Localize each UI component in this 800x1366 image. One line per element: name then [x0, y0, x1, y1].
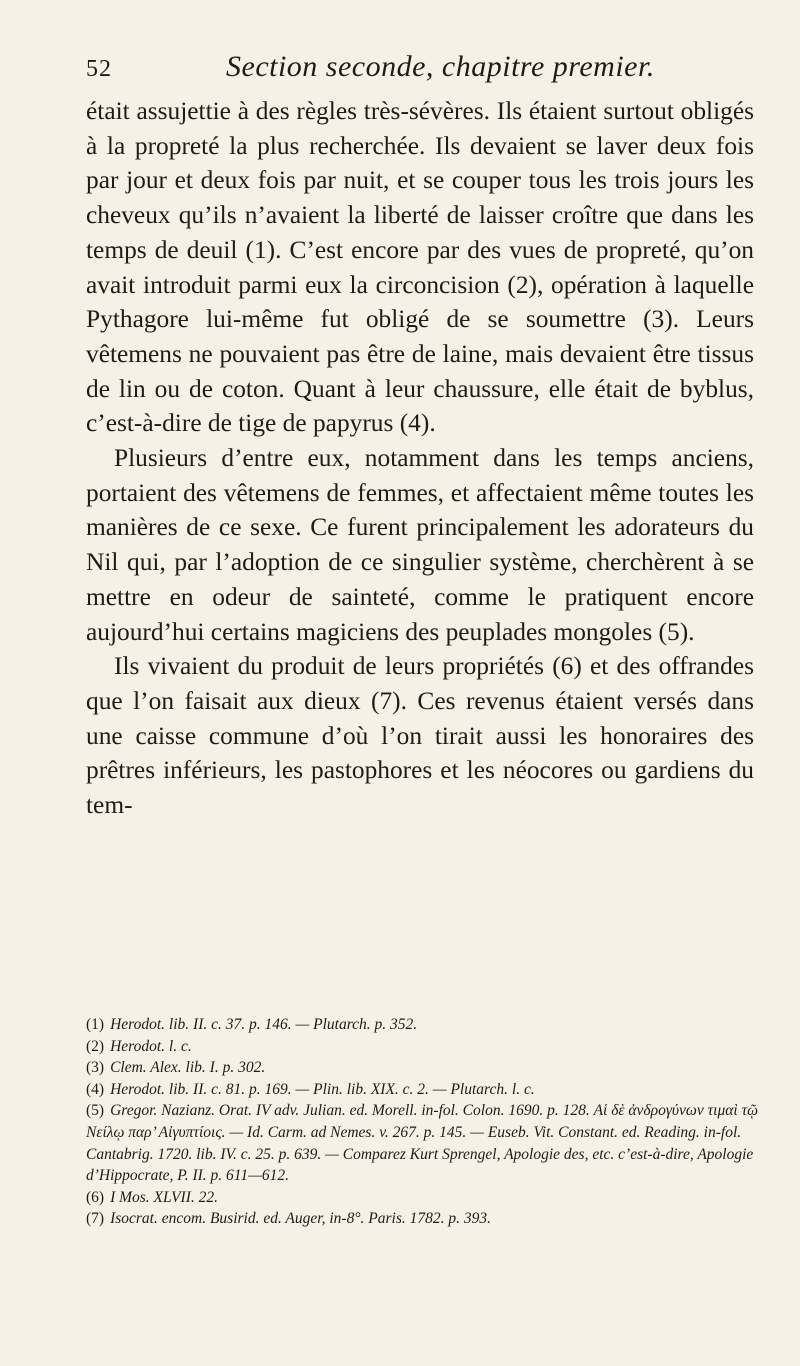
main-text [86, 94, 754, 823]
footnote-mark: (6) [86, 1188, 105, 1206]
paragraph: était assujettie à des règles très-sévères. Ils étaient surtout obligés à la propreté la plus recherchée. Ils devaient se laver deux fois par jour et deux fois par nuit, et se couper tous les trois jours les cheveux qu’ils n’avaient la liberté de laisser croître que dans les temps de deuil (1). C’est encore par des vues de propreté, qu’on avait introduit parmi eux la circoncision (2), opération à laquelle Pythagore lui-même fut obligé de se soumettre (3). Leurs vêtemens ne pouvaient pas être de laine, mais devaient être tissus de lin ou de coton. Quant à leur chaussure, elle était de byblus, c’est-à-dire de tige de papyrus (4). [86, 97, 754, 438]
footnote-text: I Mos. XLVII. 22. [110, 1188, 218, 1206]
footnote [86, 1208, 766, 1230]
footnote [86, 1036, 766, 1058]
footnote-text: Herodot. lib. II. c. 37. p. 146. — Plutarch. p. 352. [110, 1016, 418, 1033]
footnote-mark: (2) [86, 1037, 105, 1055]
footnote-text: Clem. Alex. lib. I. p. 302. [110, 1059, 266, 1077]
running-title: Section seconde, chapitre premier. [226, 50, 655, 83]
footnote-text: Isocrat. encom. Busirid. ed. Auger, in-8°. Paris. 1782. p. 393. [110, 1210, 491, 1228]
footnote-mark: (1) [86, 1016, 105, 1033]
footnotes [86, 1014, 766, 1230]
footnote [86, 1057, 766, 1079]
footnote [86, 1187, 766, 1209]
footnote-text: Herodot. lib. II. c. 81. p. 169. — Plin. lib. XIX. c. 2. — Plutarch. l. c. [110, 1080, 535, 1098]
paragraph: Ils vivaient du produit de leurs propriétés (6) et des offrandes que l’on faisait aux dieux (7). Ces revenus étaient versés dans une caisse commune d’où l’on tirait aussi les honoraires des prêtres inférieurs, les pastophores et les néocores ou gardiens du tem- [86, 652, 754, 820]
footnote-mark: (7) [86, 1210, 105, 1228]
footnote [86, 1100, 766, 1186]
footnote-text: Herodot. l. c. [110, 1037, 192, 1055]
footnote-mark: (4) [86, 1080, 105, 1098]
page-header [86, 44, 766, 90]
page-number: 52 [86, 56, 112, 82]
footnote-mark: (3) [86, 1059, 105, 1077]
paragraph: Plusieurs d’entre eux, notamment dans les temps anciens, portaient des vêtemens de femmes, et affectaient même toutes les manières de ce sexe. Ce furent principalement les adorateurs du Nil qui, par l’adoption de ce singulier système, cherchèrent à se mettre en odeur de sainteté, comme le pratiquent encore aujourd’hui certains magiciens des peuplades mongoles (5). [86, 444, 754, 646]
footnote-text: Gregor. Nazianz. Orat. IV adv. Julian. ed. Morell. in-fol. Colon. 1690. p. 128. Αἱ δὲ ἀνδρογύνων τιμαὶ τῷ Νείλῳ παρ’ Αἰγυπτίοις. — Id. Carm. ad Nemes. v. 267. p. 145. — Euseb. Vit. Constant. ed. Reading. in-fol. Cantabrig. 1720. lib. IV. c. 25. p. 639. — Comparez Kurt Sprengel, Apologie des, etc. c’est-à-dire, Apologie d’Hippocrate, P. II. p. 611—612. [86, 1102, 759, 1185]
footnote-mark: (5) [86, 1102, 105, 1120]
footnote [86, 1014, 766, 1036]
footnote [86, 1079, 766, 1101]
